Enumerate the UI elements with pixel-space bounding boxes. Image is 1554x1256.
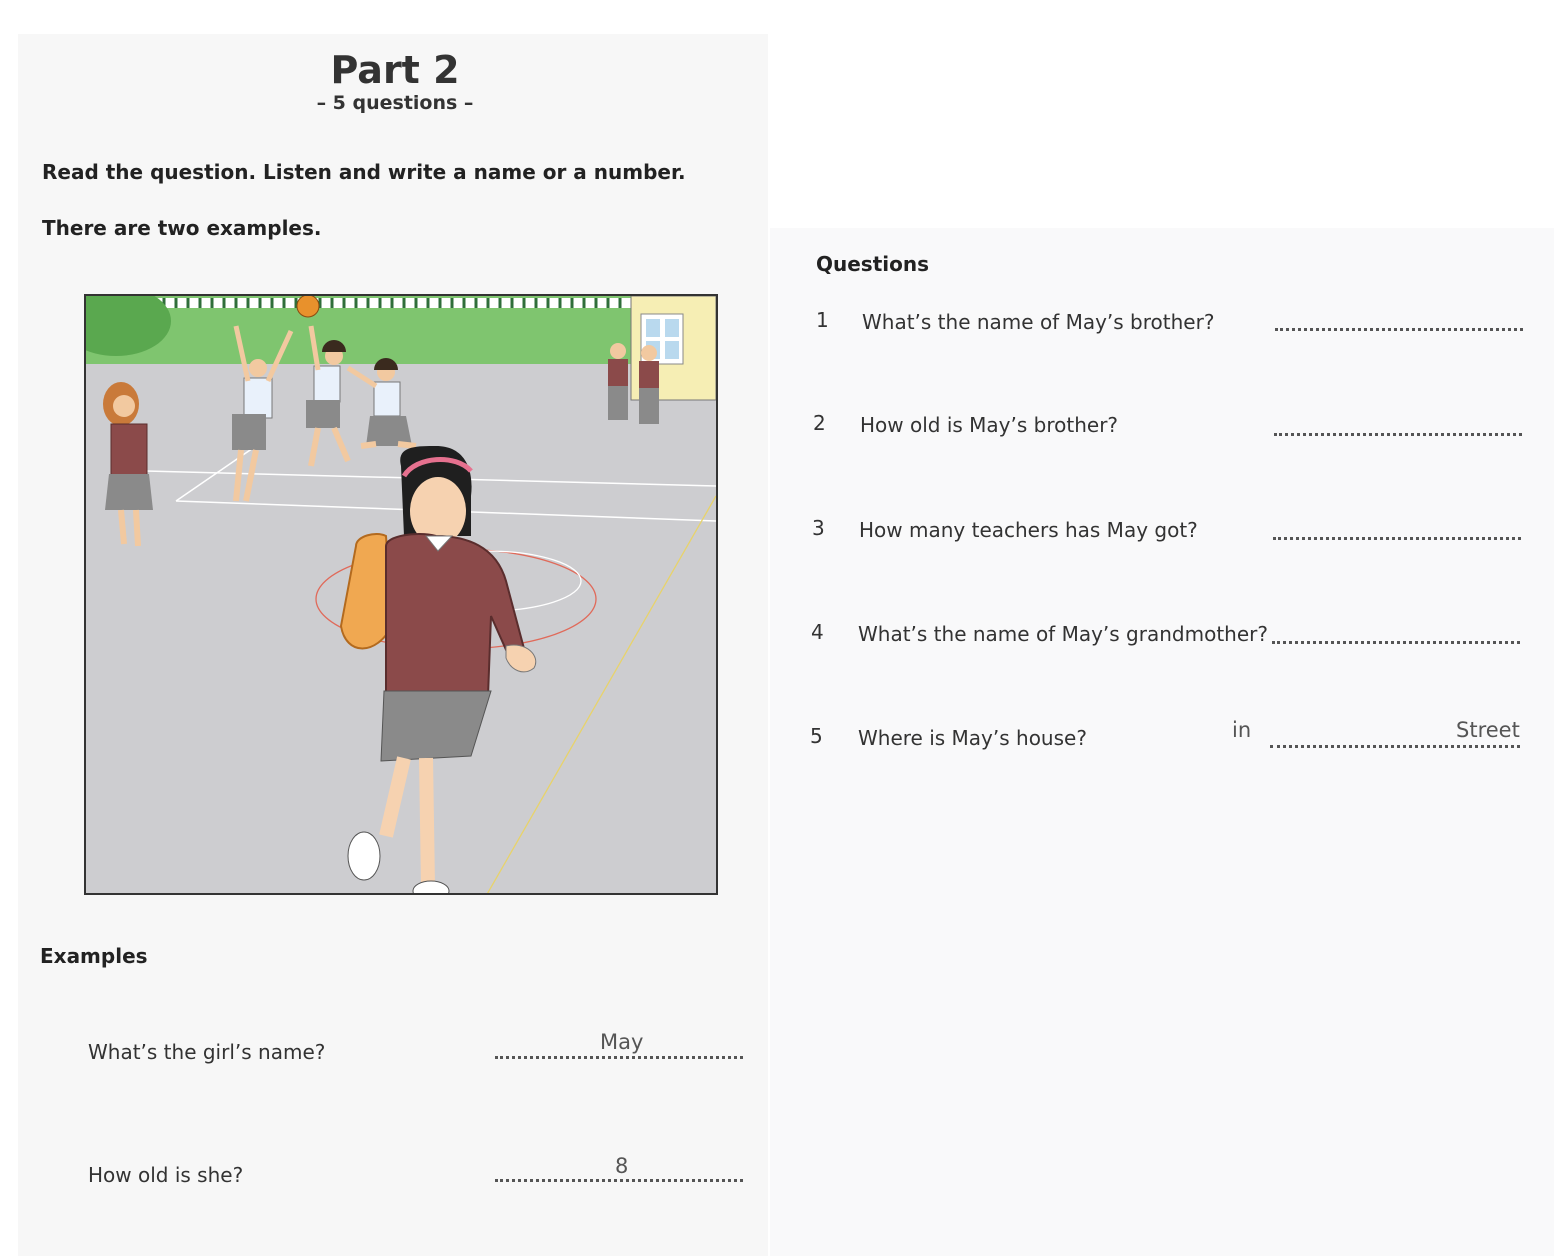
page-title: Part 2 bbox=[330, 48, 460, 92]
example-1-answer: May bbox=[600, 1030, 644, 1054]
question-3-text: How many teachers has May got? bbox=[859, 518, 1198, 542]
question-2-answer-line[interactable] bbox=[1274, 433, 1522, 436]
question-3-answer-line[interactable] bbox=[1273, 537, 1521, 540]
question-4-answer-line[interactable] bbox=[1272, 641, 1520, 644]
page-subtitle: – 5 questions – bbox=[316, 92, 474, 114]
instruction-line-2: There are two examples. bbox=[42, 216, 322, 240]
example-2-answer-line bbox=[495, 1179, 743, 1182]
example-2-question: How old is she? bbox=[88, 1163, 244, 1187]
question-4-text: What’s the name of May’s grandmother? bbox=[858, 622, 1268, 646]
questions-heading: Questions bbox=[816, 252, 930, 276]
question-5-suffix: Street bbox=[1456, 718, 1520, 742]
question-2-text: How old is May’s brother? bbox=[860, 413, 1119, 437]
instruction-line-1: Read the question. Listen and write a name or a number. bbox=[42, 160, 686, 184]
question-5-prefix: in bbox=[1232, 718, 1252, 742]
example-1-answer-line bbox=[495, 1056, 743, 1059]
question-1-number: 1 bbox=[816, 308, 829, 332]
example-2-answer: 8 bbox=[615, 1154, 629, 1178]
question-1-answer-line[interactable] bbox=[1275, 328, 1523, 331]
question-5-answer-line[interactable] bbox=[1270, 745, 1520, 748]
example-1-question: What’s the girl’s name? bbox=[88, 1040, 326, 1064]
question-3-number: 3 bbox=[812, 516, 825, 540]
question-4-number: 4 bbox=[811, 620, 824, 644]
question-2-number: 2 bbox=[813, 411, 826, 435]
schoolyard-picture bbox=[84, 294, 718, 895]
question-5-text: Where is May’s house? bbox=[858, 726, 1087, 750]
question-5-number: 5 bbox=[810, 724, 823, 748]
question-1-text: What’s the name of May’s brother? bbox=[862, 310, 1215, 334]
examples-heading: Examples bbox=[40, 944, 148, 968]
